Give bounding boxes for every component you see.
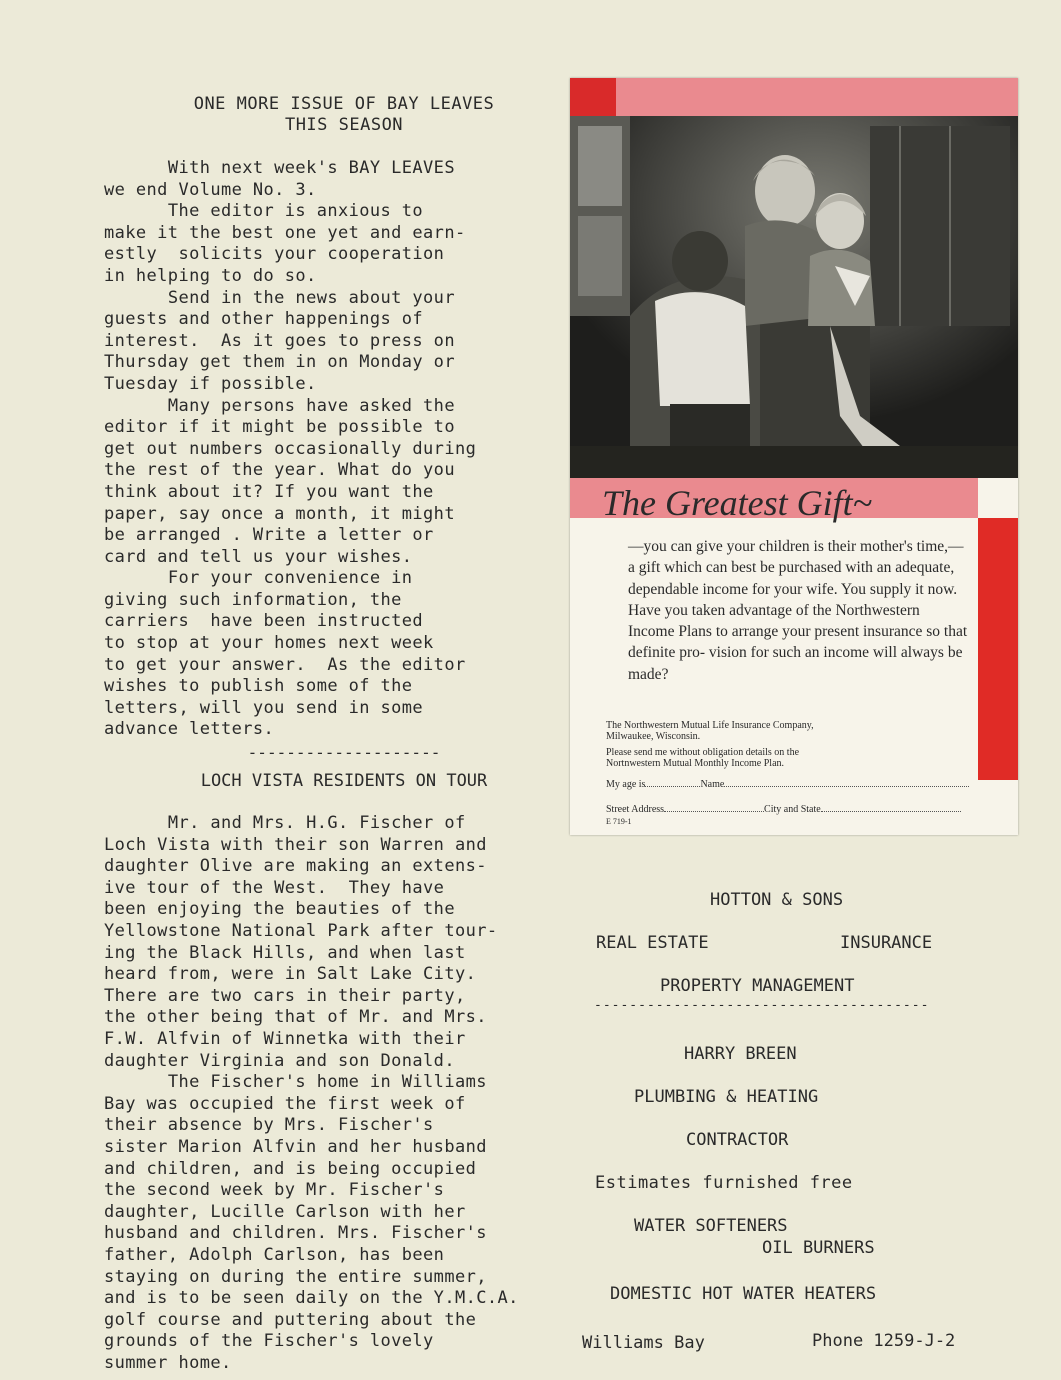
ad-coupon xyxy=(606,720,986,827)
coupon-code: E 719-1 xyxy=(606,817,632,826)
ad-red-block xyxy=(570,78,616,116)
breen-contractor: CONTRACTOR xyxy=(686,1130,789,1150)
coupon-city-label: City and State xyxy=(764,804,821,815)
breen-plumbing-heating: PLUMBING & HEATING xyxy=(634,1087,819,1107)
breen-water-softeners: WATER SOFTENERS xyxy=(634,1216,788,1236)
hotton-divider: -------------------------------------- xyxy=(594,998,930,1013)
breen-location: Williams Bay xyxy=(582,1333,705,1353)
breen-phone: Phone 1259-J-2 xyxy=(812,1331,956,1351)
article1-title xyxy=(104,94,584,136)
coupon-request-line2: Nortnwestern Mutual Monthly Income Plan. xyxy=(606,758,785,769)
coupon-address-row xyxy=(606,804,986,815)
hotton-name: HOTTON & SONS xyxy=(710,890,844,910)
hotton-property-management: PROPERTY MANAGEMENT xyxy=(660,976,855,996)
coupon-name-label: Name xyxy=(700,779,725,790)
ad-notch xyxy=(978,478,1018,518)
article1-title-line2: THIS SEASON xyxy=(284,115,404,135)
hotton-insurance: INSURANCE xyxy=(840,933,933,953)
coupon-company-line1: The Northwestern Mutual Life Insurance Company, xyxy=(606,720,814,731)
ad-headline: The Greatest Gift~ xyxy=(602,483,873,523)
article1-title-line1: ONE MORE ISSUE OF BAY LEAVES xyxy=(193,94,495,114)
coupon-company-line2: Milwaukee, Wisconsin. xyxy=(606,731,701,742)
article2-body: Mr. and Mrs. H.G. Fischer of Loch Vista with their son Warren and daughter Olive are making an extens- ive tour of the West. They have been enjoying the beauties of the Yellowstone National Park after tour- ing the Black Hills, and when last heard from, were in Salt Lake City. There are two cars in their party, the other being that of Mr. and Mrs. F.W. Alfvin of Winnetka with their daughter Virginia and son Donald. The Fischer's home in Williams Bay was occupied the first week of their absence by Mrs. Fischer's sister Marion Alfvin and her husband and children, and is being occupied the second week by Mr. Fischer's daughter, Lucille Carlson with her husband and children. Mrs. Fischer's father, Adolph Carlson, has been staying on during the entire summer, and is to be seen daily on the Y.M.C.A. golf course and puttering about the grounds of the Fischer's lovely summer home. xyxy=(104,813,519,1373)
breen-hot-water-heaters: DOMESTIC HOT WATER HEATERS xyxy=(610,1284,877,1304)
breen-oil-burners: OIL BURNERS xyxy=(762,1238,875,1258)
ad-body-text: —you can give your children is their mother's time,— a gift which can best be purchased with an adequate, dependable income for your wife. You supply it now. Have you taken advantage of the Northwestern Income Plans to arrange your present insurance so that definite pro- vision for such an income will always be made? xyxy=(628,538,968,683)
coupon-request-line1: Please send me without obligation details on the xyxy=(606,747,800,758)
article1-body: With next week's BAY LEAVES we end Volume No. 3. The editor is anxious to make it the best one yet and earn- estly solicits your cooperation in helping to do so. Send in the news about your guests and other happenings of interest. As it goes to press on Thursday get them in on Monday or Tuesday if possible. Many persons have asked the editor if it might be possible to get out numbers occasionally during the rest of the year. What do you think about it? If you want the paper, say once a month, it might be arranged . Write a letter or card and tell us your wishes. For your convenience in giving such information, the carriers have been instructed to stop at your homes next week to get your answer. As the editor wishes to publish some of the letters, will you send in some advance letters. xyxy=(104,158,477,740)
coupon-age-label: My age is xyxy=(606,779,646,790)
mother-children-photo xyxy=(570,116,1018,478)
breen-name: HARRY BREEN xyxy=(684,1044,797,1064)
hotton-real-estate: REAL ESTATE xyxy=(596,933,709,953)
breen-estimates: Estimates furnished free xyxy=(595,1173,853,1193)
article1-divider: -------------------- xyxy=(247,743,441,763)
ad-top-band xyxy=(570,78,1018,116)
left-column xyxy=(104,94,584,1374)
insurance-advertisement xyxy=(570,78,1018,835)
article2-title: LOCH VISTA RESIDENTS ON TOUR xyxy=(200,771,488,792)
coupon-age-name-row xyxy=(606,779,986,790)
coupon-street-label: Street Address xyxy=(606,804,665,815)
